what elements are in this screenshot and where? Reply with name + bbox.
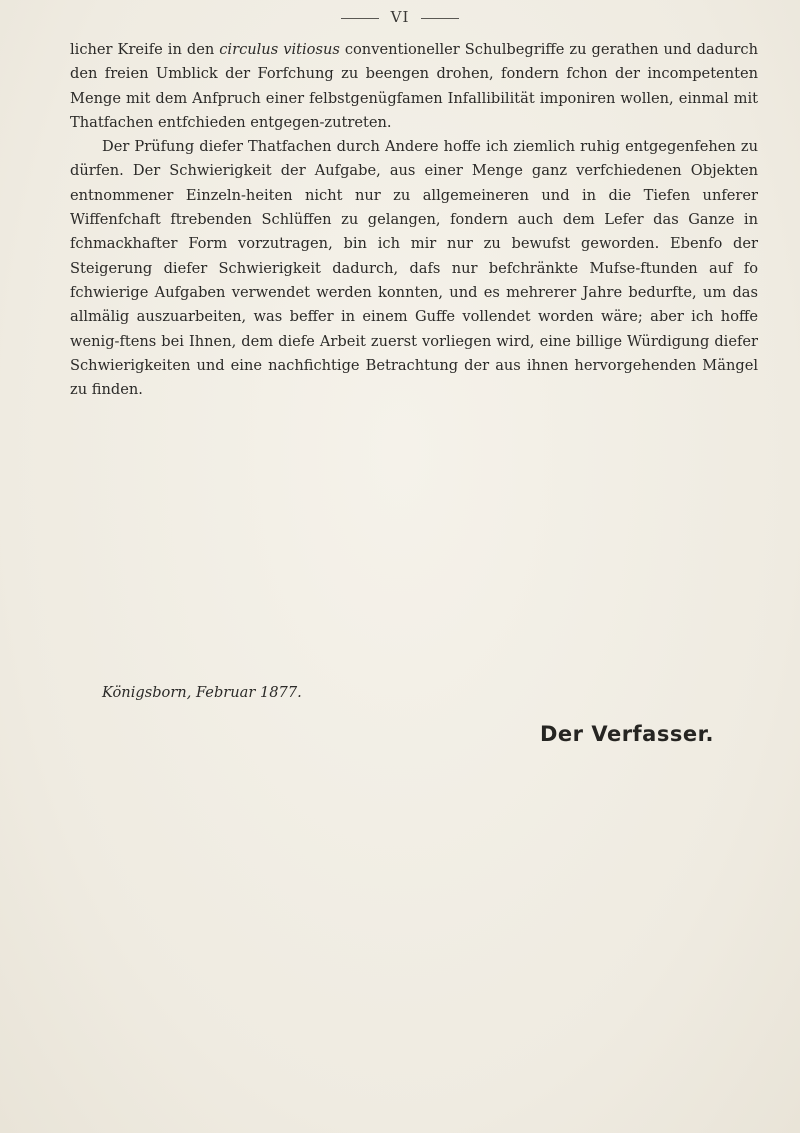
running-header [0,8,800,26]
header-rule-right [421,18,459,19]
header-rule-left [341,18,379,19]
paragraph-1 [70,38,758,135]
place-date-line: Königsborn, Februar 1877. [102,684,302,701]
latin-term-vitiosus: vitiosus [283,41,340,58]
paragraph-1-rest: conventioneller Schulbegriffe zu gerathen und dadurch den freien Umblick der Forfchung zu beengen drohen, fondern fchon der incompetenten Menge mit dem Anfpruch einer felbstgenügfamen Infallibilität imponiren wollen, einmal mit Thatfachen entfchieden entgegen-zutreten. [70,41,758,131]
latin-term-circulus: circulus [219,41,279,58]
page-number: VI [390,8,410,26]
author-signature: Der Verfasser. [540,722,714,746]
paragraph-1-start: licher Kreife in den [70,41,220,58]
body-text [70,38,758,402]
paragraph-2: Der Prüfung diefer Thatfachen durch Andere hoffe ich ziemlich ruhig entgegenfehen zu dürfen. Der Schwierigkeit der Aufgabe, aus einer Menge ganz verfchiedenen Objekten entnommener Einzeln-heiten nicht nur zu allgemeineren und in die Tiefen unferer Wiffenfchaft ftrebenden Schlüffen zu gelangen, fondern auch dem Lefer das Ganze in fchmackhafter Form vorzutragen, bin ich mir nur zu bewufst geworden. Ebenfo der Steigerung diefer Schwierigkeit dadurch, dafs nur befchränkte Mufse-ftunden auf fo fchwierige Aufgaben verwendet werden konnten, und es mehrerer Jahre bedurfte, um das allmälig auszuarbeiten, was beffer in einem Guffe vollendet worden wäre; aber ich hoffe wenig-ftens bei Ihnen, dem diefe Arbeit zuerst vorliegen wird, eine billige Würdigung diefer Schwierigkeiten und eine nachfichtige Betrachtung der aus ihnen hervorgehenden Mängel zu finden. [70,138,758,399]
